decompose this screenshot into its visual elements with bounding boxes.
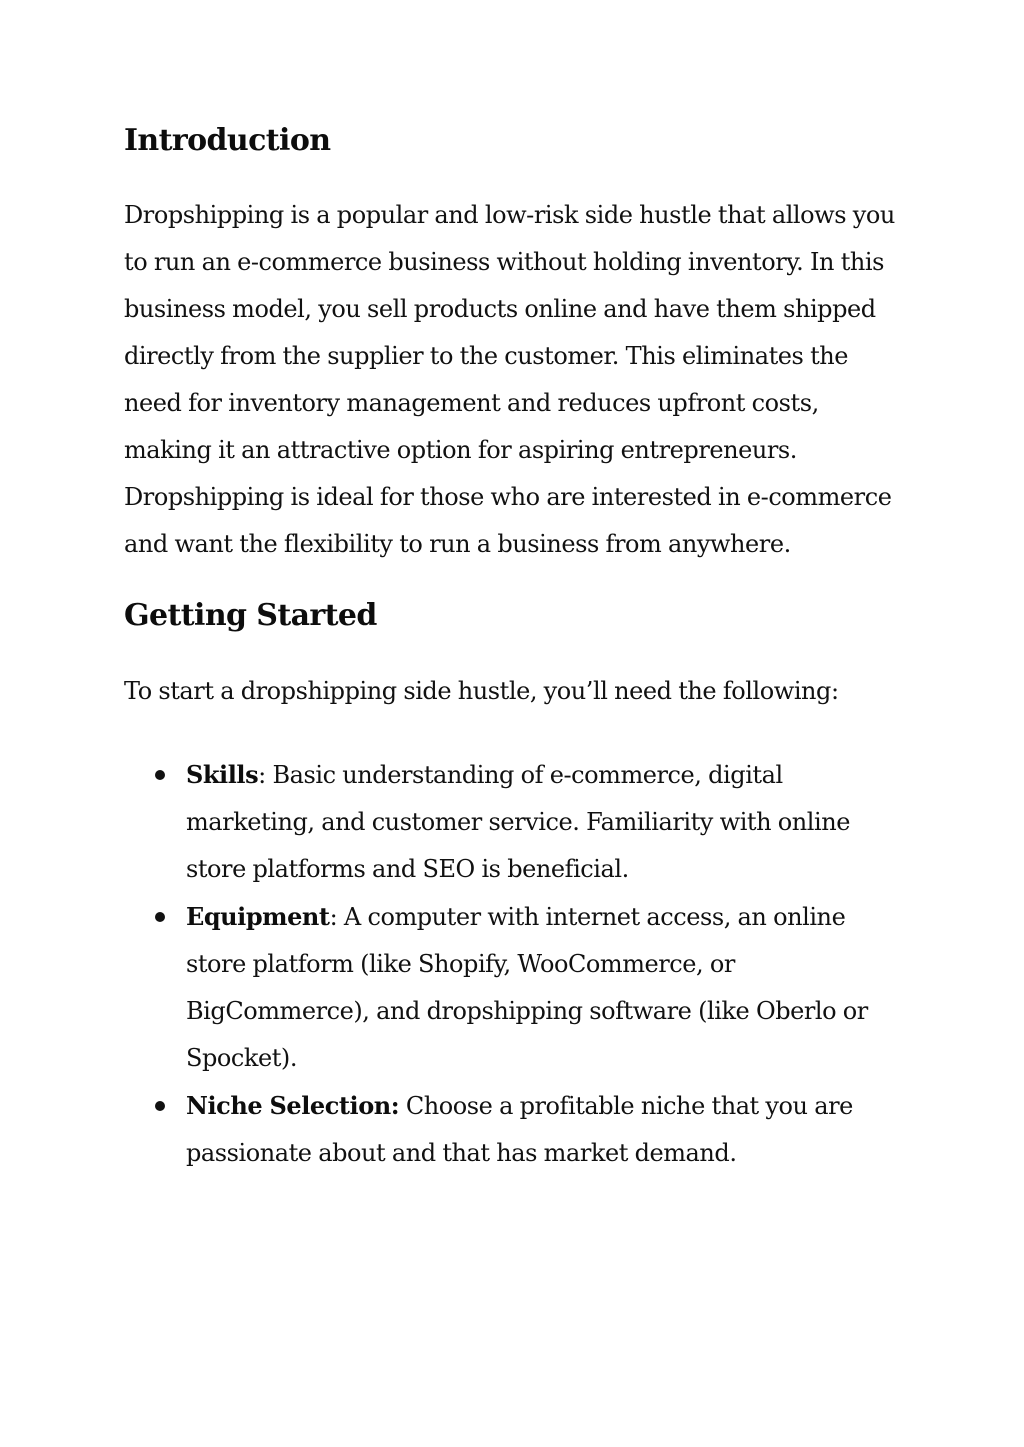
getting-started-lead: To start a dropshipping side hustle, you’ll need the following: (124, 677, 839, 705)
list-item-term: Niche Selection: (186, 1091, 400, 1120)
introduction-section (124, 116, 896, 568)
bullet-dot-icon (155, 1101, 165, 1111)
list-item-text: Basic understanding of e-commerce, digital marketing, and customer service. Familiarity with online store platforms and SEO is beneficial. (186, 761, 851, 883)
list-item-separator: : (258, 761, 273, 789)
getting-started-heading: Getting Started (124, 598, 377, 633)
getting-started-section (124, 591, 896, 1177)
introduction-heading: Introduction (124, 123, 331, 158)
requirements-list (124, 751, 896, 1177)
document-page (124, 116, 896, 1177)
list-item-separator (399, 1092, 406, 1120)
list-item-text: Choose a profitable niche that you are passionate about and that has market demand. (186, 1092, 853, 1167)
list-item-text: A computer with internet access, an online store platform (like Shopify, WooCommerce, or BigCommerce), and dropshipping software (like Oberlo or Spocket). (186, 903, 868, 1072)
list-item-skills (186, 751, 896, 893)
list-item-niche-selection (186, 1082, 896, 1177)
list-item-term: Equipment (186, 902, 330, 931)
list-item-equipment (186, 893, 896, 1082)
bullet-dot-icon (155, 770, 165, 780)
list-item-separator: : (329, 903, 344, 931)
introduction-paragraph: Dropshipping is a popular and low-risk side hustle that allows you to run an e-commerce business without holding inventory. In this business model, you sell products online and have them shipped directly from the supplier to the customer. This eliminates the need for inventory management and reduces upfront costs, making it an attractive option for aspiring entrepreneurs. Dropshipping is ideal for those who are interested in e-commerce and want the flexibility to run a business from anywhere. (124, 201, 895, 558)
bullet-dot-icon (155, 912, 165, 922)
list-item-term: Skills (186, 760, 259, 789)
